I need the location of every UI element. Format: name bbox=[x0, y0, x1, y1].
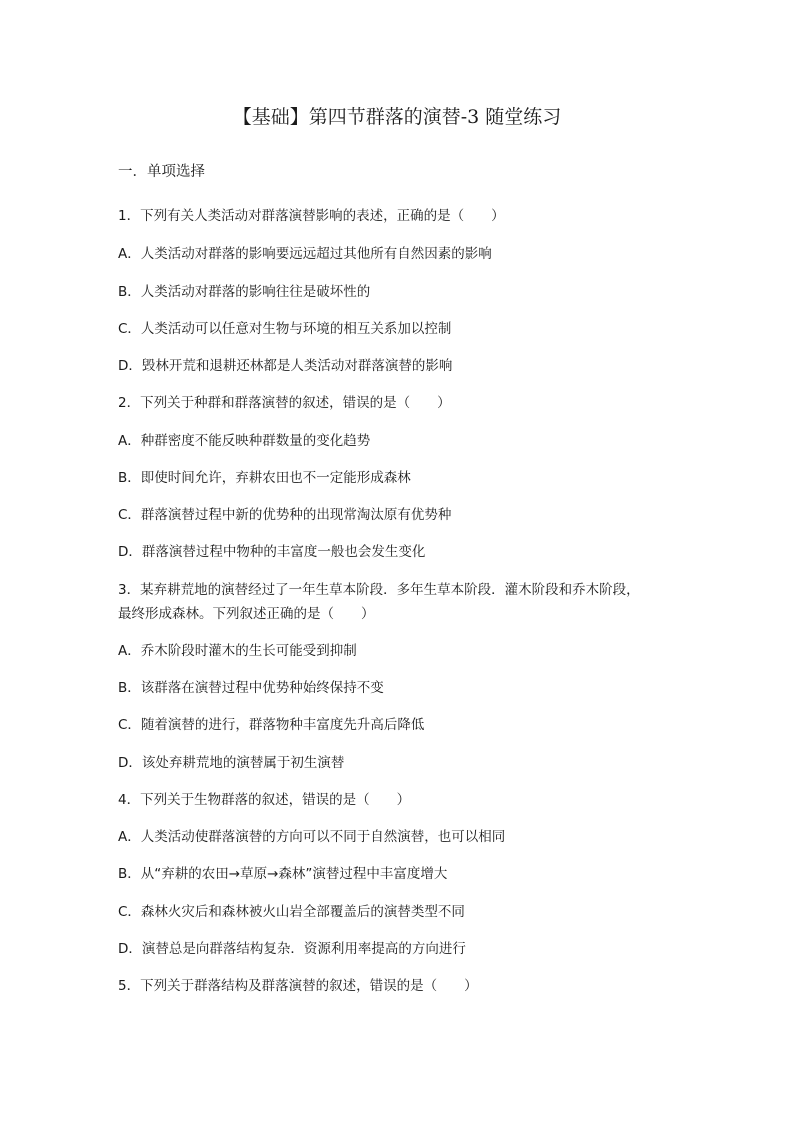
section-heading: 一．单项选择 bbox=[118, 164, 205, 180]
question-2-option-b: B．即使时间允许，弃耕农田也不一定能形成森林 bbox=[118, 470, 411, 486]
question-2-option-d: D．群落演替过程中物种的丰富度一般也会发生变化 bbox=[118, 544, 426, 560]
document-title: 【基础】第四节群落的演替-3 随堂练习 bbox=[232, 106, 562, 128]
question-1-option-a: A．人类活动对群落的影响要远远超过其他所有自然因素的影响 bbox=[118, 246, 492, 262]
question-3-stem-line-2: 最终形成森林。下列叙述正确的是（ ） bbox=[118, 606, 375, 622]
question-3-option-b: B．该群落在演替过程中优势种始终保持不变 bbox=[118, 680, 384, 696]
question-3-stem-line-1: 3．某弃耕荒地的演替经过了一年生草本阶段．多年生草本阶段．灌木阶段和乔木阶段， bbox=[118, 582, 640, 598]
question-5-stem: 5．下列关于群落结构及群落演替的叙述，错误的是（ ） bbox=[118, 978, 478, 994]
question-1-option-b: B．人类活动对群落的影响往往是破坏性的 bbox=[118, 284, 371, 300]
question-4-option-b: B．从“弃耕的农田→草原→森林”演替过程中丰富度增大 bbox=[118, 866, 448, 882]
question-4-option-c: C．森林火灾后和森林被火山岩全部覆盖后的演替类型不同 bbox=[118, 904, 465, 920]
question-3-option-a: A．乔木阶段时灌木的生长可能受到抑制 bbox=[118, 643, 357, 659]
question-1-option-c: C．人类活动可以任意对生物与环境的相互关系加以控制 bbox=[118, 321, 452, 337]
question-4-option-d: D．演替总是向群落结构复杂．资源利用率提高的方向进行 bbox=[118, 941, 466, 957]
question-2-option-c: C．群落演替过程中新的优势种的出现常淘汰原有优势种 bbox=[118, 507, 452, 523]
question-2-stem: 2．下列关于种群和群落演替的叙述，错误的是（ ） bbox=[118, 395, 451, 411]
question-2-option-a: A．种群密度不能反映种群数量的变化趋势 bbox=[118, 433, 371, 449]
question-4-stem: 4．下列关于生物群落的叙述，错误的是（ ） bbox=[118, 792, 411, 808]
question-3-option-d: D．该处弃耕荒地的演替属于初生演替 bbox=[118, 755, 345, 771]
question-1-option-d: D．毁林开荒和退耕还林都是人类活动对群落演替的影响 bbox=[118, 358, 453, 374]
question-1-stem: 1．下列有关人类活动对群落演替影响的表述，正确的是（ ） bbox=[118, 208, 505, 224]
question-3-option-c: C．随着演替的进行，群落物种丰富度先升高后降低 bbox=[118, 717, 425, 733]
question-4-option-a: A．人类活动使群落演替的方向可以不同于自然演替，也可以相同 bbox=[118, 829, 506, 845]
